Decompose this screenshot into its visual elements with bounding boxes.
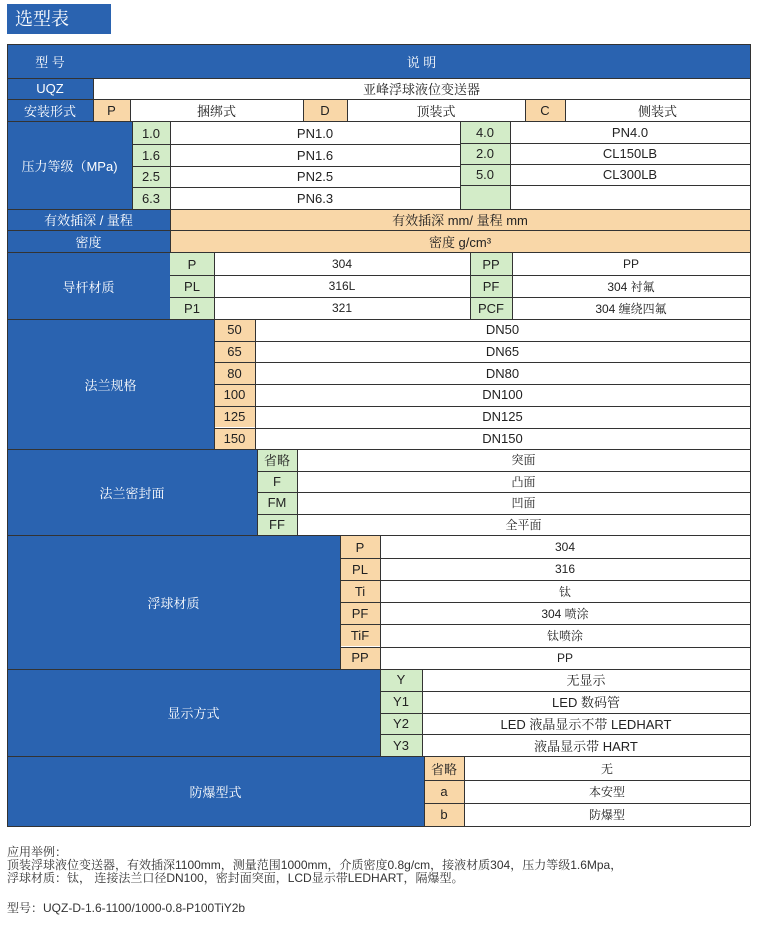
header-description: 说 明 (93, 45, 750, 78)
table-rule (7, 669, 750, 670)
table-rule (7, 44, 750, 45)
table-rule (347, 100, 348, 121)
table-rule (7, 209, 750, 210)
seal-code: FF (257, 514, 297, 536)
mount-desc-d: 顶装式 (347, 100, 525, 121)
rod-desc: 304 (214, 253, 470, 275)
flange-label: 法兰规格 (7, 319, 214, 449)
display-code: Y (380, 669, 422, 691)
table-rule (7, 756, 750, 757)
ball-code: PP (340, 647, 380, 669)
header-model: 型 号 (7, 45, 93, 78)
display-desc: 液晶显示带 HART (422, 734, 750, 756)
explosion-code: b (424, 803, 464, 826)
display-code: Y3 (380, 734, 422, 756)
table-rule (255, 319, 256, 449)
table-rule (340, 602, 750, 603)
table-rule (424, 780, 750, 781)
seal-label: 法兰密封面 (7, 449, 257, 535)
table-rule (380, 691, 750, 692)
explosion-desc: 防爆型 (464, 803, 750, 826)
pressure-desc: PN6.3 (170, 187, 460, 209)
uqz-code: UQZ (7, 78, 93, 99)
rod-code: P1 (170, 297, 214, 319)
flange-code: 100 (214, 384, 255, 406)
pressure-code-alt (460, 185, 510, 209)
table-rule (460, 143, 750, 144)
table-rule (170, 275, 750, 276)
flange-code: 125 (214, 406, 255, 428)
seal-code: F (257, 471, 297, 493)
ball-desc: 316 (380, 558, 750, 580)
table-rule (460, 164, 750, 165)
table-rule (214, 362, 750, 363)
pressure-code: 1.6 (132, 144, 170, 166)
pressure-code: 1.0 (132, 122, 170, 144)
table-rule (257, 492, 750, 493)
table-rule (380, 734, 750, 735)
rod-desc: 321 (214, 297, 470, 319)
seal-code: 省略 (257, 449, 297, 471)
table-rule (565, 100, 566, 121)
mount-code-c: C (525, 100, 565, 121)
table-rule (340, 580, 750, 581)
table-rule (380, 669, 381, 756)
table-rule (512, 253, 513, 319)
table-rule (214, 341, 750, 342)
density-label: 密度 (7, 231, 170, 252)
seal-code: FM (257, 492, 297, 514)
table-rule (424, 756, 425, 826)
seal-desc: 凹面 (297, 492, 750, 514)
rod-desc-alt: 304 衬氟 (512, 275, 750, 297)
display-desc: 无显示 (422, 669, 750, 691)
table-rule (424, 803, 750, 804)
rod-label: 导杆材质 (7, 253, 170, 319)
rod-code: P (170, 253, 214, 275)
mount-label: 安装形式 (7, 100, 93, 121)
table-rule (257, 471, 750, 472)
page-title: 选型表 (7, 4, 111, 34)
table-rule (340, 558, 750, 559)
depth-label: 有效插深 / 量程 (7, 209, 170, 230)
flange-desc: DN80 (255, 362, 750, 384)
table-rule (297, 449, 298, 535)
ball-code: Ti (340, 580, 380, 602)
seal-desc: 凸面 (297, 471, 750, 493)
table-rule (340, 647, 750, 648)
ball-code: P (340, 536, 380, 558)
table-rule (7, 826, 750, 827)
table-rule (510, 121, 511, 209)
table-rule (132, 121, 133, 209)
ball-desc: 钛喷涂 (380, 624, 750, 646)
table-rule (7, 121, 750, 122)
pressure-desc-alt (510, 185, 750, 209)
table-rule (303, 100, 304, 121)
table-rule (7, 319, 750, 320)
explosion-code: 省略 (424, 757, 464, 780)
table-rule (214, 384, 750, 385)
rod-code-alt: PCF (470, 297, 512, 319)
table-rule (422, 669, 423, 756)
flange-desc: DN125 (255, 406, 750, 428)
density-desc: 密度 g/cm³ (170, 231, 750, 252)
table-rule (170, 121, 171, 252)
pressure-desc: PN1.0 (170, 122, 460, 144)
flange-code: 80 (214, 362, 255, 384)
flange-code: 150 (214, 428, 255, 450)
table-rule (214, 428, 750, 429)
display-desc: LED 数码管 (422, 691, 750, 713)
pressure-code-alt: 5.0 (460, 164, 510, 185)
example-heading: 应用举例： (7, 845, 68, 859)
example-model: 型号：UQZ-D-1.6-1100/1000-0.8-P100TiY2b (7, 901, 246, 915)
flange-desc: DN150 (255, 428, 750, 450)
ball-code: PL (340, 558, 380, 580)
table-rule (7, 535, 750, 536)
pressure-desc-alt: PN4.0 (510, 122, 750, 143)
ball-code: PF (340, 602, 380, 624)
ball-desc: PP (380, 647, 750, 669)
display-label: 显示方式 (7, 669, 380, 756)
rod-desc-alt: 304 缠绕四氟 (512, 297, 750, 319)
table-rule (214, 253, 215, 319)
explosion-desc: 无 (464, 757, 750, 780)
seal-desc: 突面 (297, 449, 750, 471)
flange-code: 65 (214, 341, 255, 363)
pressure-label: 压力等级（MPa) (7, 122, 132, 209)
table-rule (132, 144, 460, 145)
mount-code-p: P (93, 100, 130, 121)
explosion-label: 防爆型式 (7, 757, 424, 826)
pressure-code-alt: 2.0 (460, 143, 510, 164)
mount-code-d: D (303, 100, 347, 121)
table-rule (464, 756, 465, 826)
application-example (7, 846, 755, 885)
table-rule (525, 100, 526, 121)
table-rule (750, 44, 751, 826)
table-rule (380, 713, 750, 714)
ball-desc: 钛 (380, 580, 750, 602)
uqz-description: 亚峰浮球液位变送器 (93, 78, 750, 99)
pressure-code: 6.3 (132, 187, 170, 209)
table-rule (170, 297, 750, 298)
explosion-desc: 本安型 (464, 780, 750, 803)
table-rule (214, 406, 750, 407)
ball-desc: 304 (380, 536, 750, 558)
seal-desc: 全平面 (297, 514, 750, 536)
table-rule (130, 100, 131, 121)
rod-code-alt: PF (470, 275, 512, 297)
flange-desc: DN50 (255, 319, 750, 341)
ball-code: TiF (340, 624, 380, 646)
rod-code: PL (170, 275, 214, 297)
pressure-code: 2.5 (132, 166, 170, 187)
mount-desc-c: 侧装式 (565, 100, 750, 121)
flange-desc: DN100 (255, 384, 750, 406)
table-rule (7, 99, 750, 100)
table-rule (93, 78, 94, 121)
table-rule (7, 252, 750, 253)
table-rule (132, 187, 460, 188)
table-rule (7, 449, 750, 450)
pressure-desc: PN2.5 (170, 166, 460, 187)
table-rule (7, 44, 8, 826)
display-desc: LED 液晶显示不带 LEDHART (422, 713, 750, 735)
display-code: Y2 (380, 713, 422, 735)
depth-desc: 有效插深 mm/ 量程 mm (170, 209, 750, 230)
rod-desc: 316L (214, 275, 470, 297)
pressure-desc-alt: CL300LB (510, 164, 750, 185)
rod-desc-alt: PP (512, 253, 750, 275)
example-line-1: 顶装浮球液位变送器，有效插深1100mm，测量范围1000mm，介质密度0.8g/cm，接液材质304，压力等级1.6Mpa， (7, 858, 623, 872)
table-rule (460, 185, 750, 186)
table-rule (470, 253, 471, 319)
explosion-code: a (424, 780, 464, 803)
table-rule (340, 535, 341, 669)
flange-code: 50 (214, 319, 255, 341)
table-rule (257, 449, 258, 535)
table-rule (214, 319, 215, 449)
display-code: Y1 (380, 691, 422, 713)
ball-label: 浮球材质 (7, 536, 340, 669)
rod-code-alt: PP (470, 253, 512, 275)
ball-desc: 304 喷涂 (380, 602, 750, 624)
pressure-desc: PN1.6 (170, 144, 460, 166)
table-rule (460, 121, 461, 209)
table-rule (380, 535, 381, 669)
table-rule (340, 624, 750, 625)
flange-desc: DN65 (255, 341, 750, 363)
example-line-2: 浮球材质：钛， 连接法兰口径DN100，密封面突面，LCD显示带LEDHART，隔爆型。 (7, 871, 464, 885)
pressure-desc-alt: CL150LB (510, 143, 750, 164)
table-rule (257, 514, 750, 515)
mount-desc-p: 捆绑式 (130, 100, 303, 121)
table-rule (7, 78, 750, 79)
pressure-code-alt: 4.0 (460, 122, 510, 143)
table-rule (7, 230, 750, 231)
table-rule (132, 166, 460, 167)
